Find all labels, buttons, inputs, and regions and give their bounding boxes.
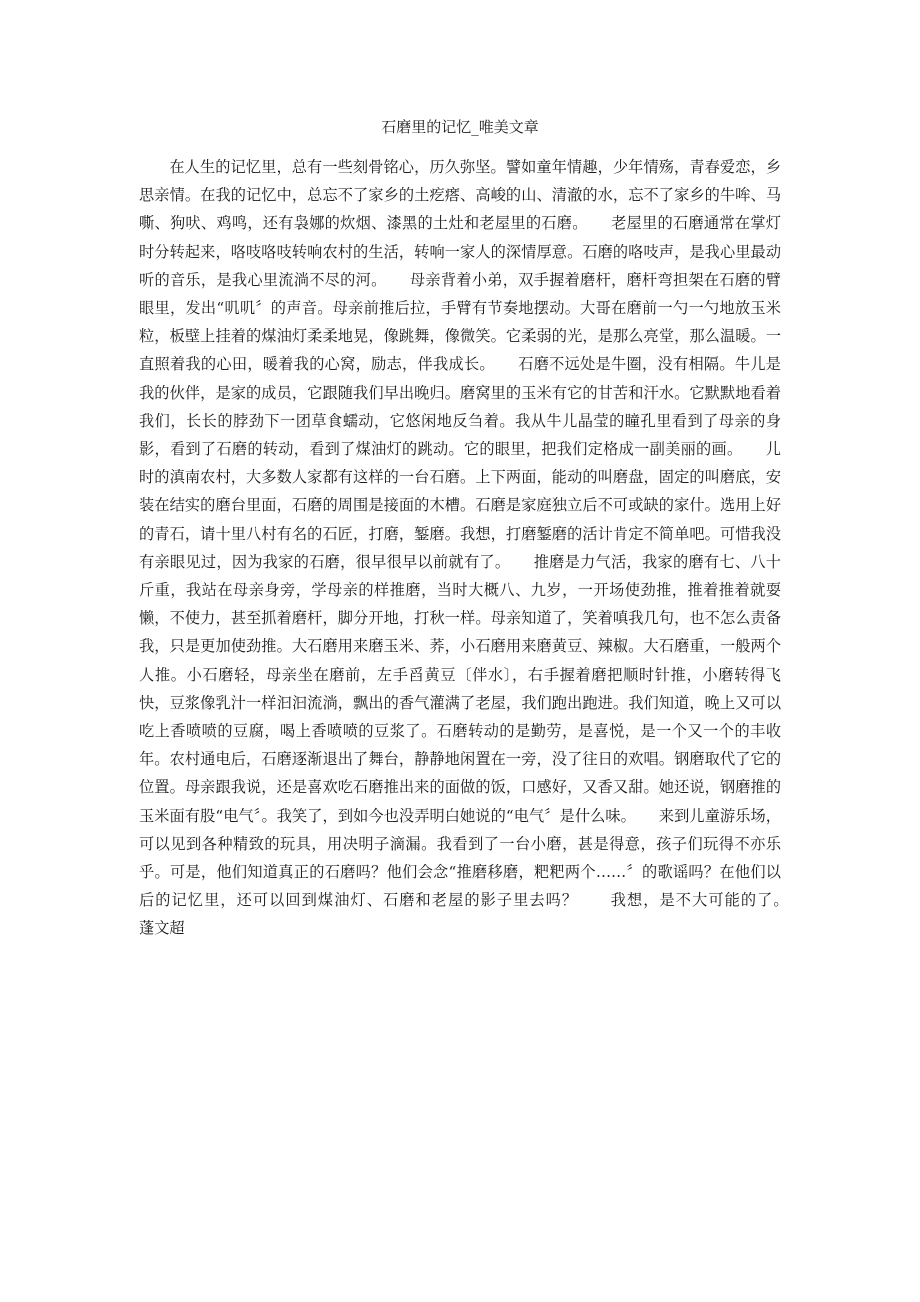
document-title: 石磨里的记忆_唯美文章 xyxy=(381,118,539,136)
document-body-paragraph: 在人生的记忆里，总有一些刻骨铭心，历久弥坚。譬如童年情趣，少年情殇，青春爱恋，乡思亲情。在我的记忆中，总忘不了家乡的土疙瘩、高峻的山、清澈的水，忘不了家乡的牛哞、马嘶、狗吠、鸡鸣，还有袅娜的炊烟、漆黑的土灶和老屋里的石磨。 老屋里的石磨通常在掌灯时分转起来，咯吱咯吱转响农村的生活，转响一家人的深情厚意。石磨的咯吱声，是我心里最动听的音乐，是我心里流淌不尽的河。 母亲背着小弟，双手握着磨杆，磨杆弯担架在石磨的臂眼里，发出“叽叽〞的声音。母亲前推后拉，手臂有节奏地摆动。大哥在磨前一勺一勺地放玉米粒，板壁上挂着的煤油灯柔柔地晃，像跳舞，像微笑。它柔弱的光，是那么亮堂，那么温暖。一直照着我的心田，暖着我的心窝，励志，伴我成长。 石磨不远处是牛圈，没有相隔。牛儿是我的伙伴，是家的成员，它跟随我们早出晚归。磨窝里的玉米有它的甘苦和汗水。它默默地看着我们，长长的脖劲下一团草食蠕动，它悠闲地反刍着。我从牛儿晶莹的瞳孔里看到了母亲的身影，看到了石磨的转动，看到了煤油灯的跳动。它的眼里，把我们定格成一副美丽的画。 儿时的滇南农村，大多数人家都有这样的一台石磨。上下两面，能动的叫磨盘，固定的叫磨底，安装在结实的磨台里面，石磨的周围是接面的木槽。石磨是家庭独立后不可或缺的家什。选用上好的青石，请十里八村有名的石匠，打磨，錾磨。我想，打磨錾磨的活计肯定不简单吧。可惜我没有亲眼见过，因为我家的石磨，很早很早以前就有了。 推磨是力气活，我家的磨有七、八十斤重，我站在母亲身旁，学母亲的样推磨，当时大概八、九岁，一开场使劲推，推着推着就耍懒，不使力，甚至抓着磨杆，脚分开地，打秋一样。母亲知道了，笑着嗔我几句，也不怎么责备我，只是更加使劲推。大石磨用来磨玉米、荞，小石磨用来磨黄豆、辣椒。大石磨重，一般两个人推。小石磨轻，母亲坐在磨前，左手舀黄豆〔伴水〕，右手握着磨把顺时针推，小磨转得飞快，豆浆像乳汁一样汩汩流淌，飘出的香气灌满了老屋，我们跑出跑进。我们知道，晚上又可以吃上香喷喷的豆腐，喝上香喷喷的豆浆了。石磨转动的是勤劳，是喜悦，是一个又一个的丰收年。农村通电后，石磨逐渐退出了舞台，静静地闲置在一旁，没了往日的欢唱。钢磨取代了它的位置。母亲跟我说，还是喜欢吃石磨推出来的面做的饭，口感好，又香又甜。她还说，钢磨推的玉米面有股“电气〞。我笑了，到如今也没弄明白她说的“电气〞是什么味。 来到儿童游乐场，可以见到各种精致的玩具，用决明子滴漏。我看到了一台小磨，甚是得意，孩子们玩得不亦乐乎。可是，他们知道真正的石磨吗？他们会念“推磨移磨，粑粑两个……〞的歌谣吗？在他们以后的记忆里，还可以回到煤油灯、石磨和老屋的影子里去吗？ 我想，是不大可能的了。 蓬文超 xyxy=(139,158,827,938)
